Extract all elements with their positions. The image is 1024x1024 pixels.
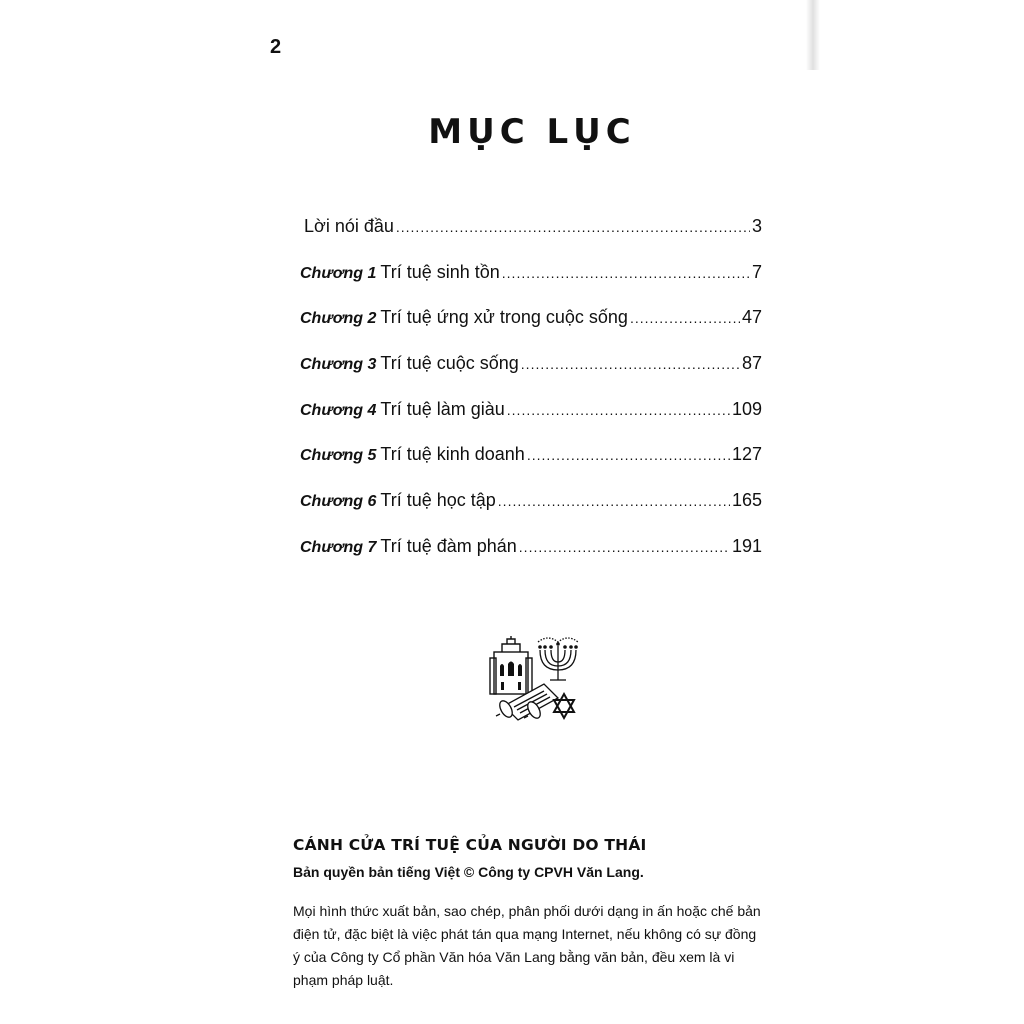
toc-page-number: 87 bbox=[741, 353, 762, 374]
synagogue-menorah-icon bbox=[488, 636, 582, 722]
copyright-line: Bản quyền bản tiếng Việt © Công ty CPVH Văn Lang. bbox=[293, 864, 644, 880]
toc-dot-leader bbox=[630, 310, 740, 326]
toc-page-number: 165 bbox=[731, 490, 762, 511]
page-title: MỤC LỤC bbox=[428, 112, 636, 152]
toc-entry-title: Trí tuệ làm giàu bbox=[380, 398, 505, 419]
toc-entry-title: Lời nói đầu bbox=[304, 216, 394, 236]
page-edge-shadow bbox=[806, 0, 820, 70]
toc-dot-leader bbox=[519, 539, 730, 555]
book-title: CÁNH CỬA TRÍ TUỆ CỦA NGƯỜI DO THÁI bbox=[293, 836, 647, 854]
toc-chapter-label: Chương 1 bbox=[300, 264, 377, 282]
toc-dot-leader bbox=[396, 219, 750, 235]
toc-entry-chapter-3 bbox=[300, 353, 762, 399]
toc-entry-chapter-5 bbox=[300, 444, 762, 490]
toc-page-number: 109 bbox=[731, 398, 762, 419]
toc-dot-leader bbox=[498, 493, 730, 509]
toc-chapter-label: Chương 6 bbox=[300, 493, 377, 511]
toc-entry-title: Trí tuệ sinh tồn bbox=[380, 261, 500, 282]
toc-chapter-label: Chương 4 bbox=[300, 401, 377, 419]
synagogue-windows bbox=[500, 662, 522, 691]
toc-dot-leader bbox=[527, 447, 730, 463]
toc-dot-leader bbox=[521, 356, 740, 372]
toc-entry-chapter-4 bbox=[300, 399, 762, 445]
torah-scroll-icon bbox=[496, 684, 558, 720]
page-number: 2 bbox=[270, 36, 282, 58]
toc-dot-leader bbox=[507, 402, 730, 418]
toc-chapter-label: Chương 3 bbox=[300, 356, 377, 374]
toc-dot-leader bbox=[502, 265, 750, 281]
toc-entry-chapter-7 bbox=[300, 536, 762, 582]
toc-entry-title: Trí tuệ cuộc sống bbox=[380, 353, 519, 374]
toc-entry-chapter-2 bbox=[300, 307, 762, 353]
toc-entry-title: Trí tuệ học tập bbox=[380, 490, 496, 511]
toc-page-number: 3 bbox=[751, 216, 762, 236]
toc-entry-title: Trí tuệ kinh doanh bbox=[380, 444, 525, 465]
table-of-contents bbox=[300, 216, 762, 582]
toc-entry-chapter-1 bbox=[300, 262, 762, 308]
toc-chapter-label: Chương 2 bbox=[300, 310, 377, 328]
toc-page-number: 127 bbox=[731, 444, 762, 465]
toc-page-number: 47 bbox=[741, 307, 762, 328]
toc-page-number: 191 bbox=[731, 535, 762, 556]
toc-entry-title: Trí tuệ ứng xử trong cuộc sống bbox=[380, 307, 628, 328]
toc-page-number: 7 bbox=[751, 261, 762, 282]
toc-entry-preface bbox=[300, 216, 762, 262]
toc-chapter-label: Chương 7 bbox=[300, 538, 377, 556]
toc-chapter-label: Chương 5 bbox=[300, 447, 377, 465]
toc-entry-title: Trí tuệ đàm phán bbox=[380, 535, 517, 556]
toc-entry-chapter-6 bbox=[300, 490, 762, 536]
legal-notice: Mọi hình thức xuất bản, sao chép, phân phối dưới dạng in ấn hoặc chế bản điện tử, đặc biệt là việc phát tán qua mạng Internet, nếu không có sự đồng ý của Công ty Cổ phần Văn hóa Văn Lang bằng văn bản, đều xem là vi phạm pháp luật. bbox=[293, 903, 761, 988]
